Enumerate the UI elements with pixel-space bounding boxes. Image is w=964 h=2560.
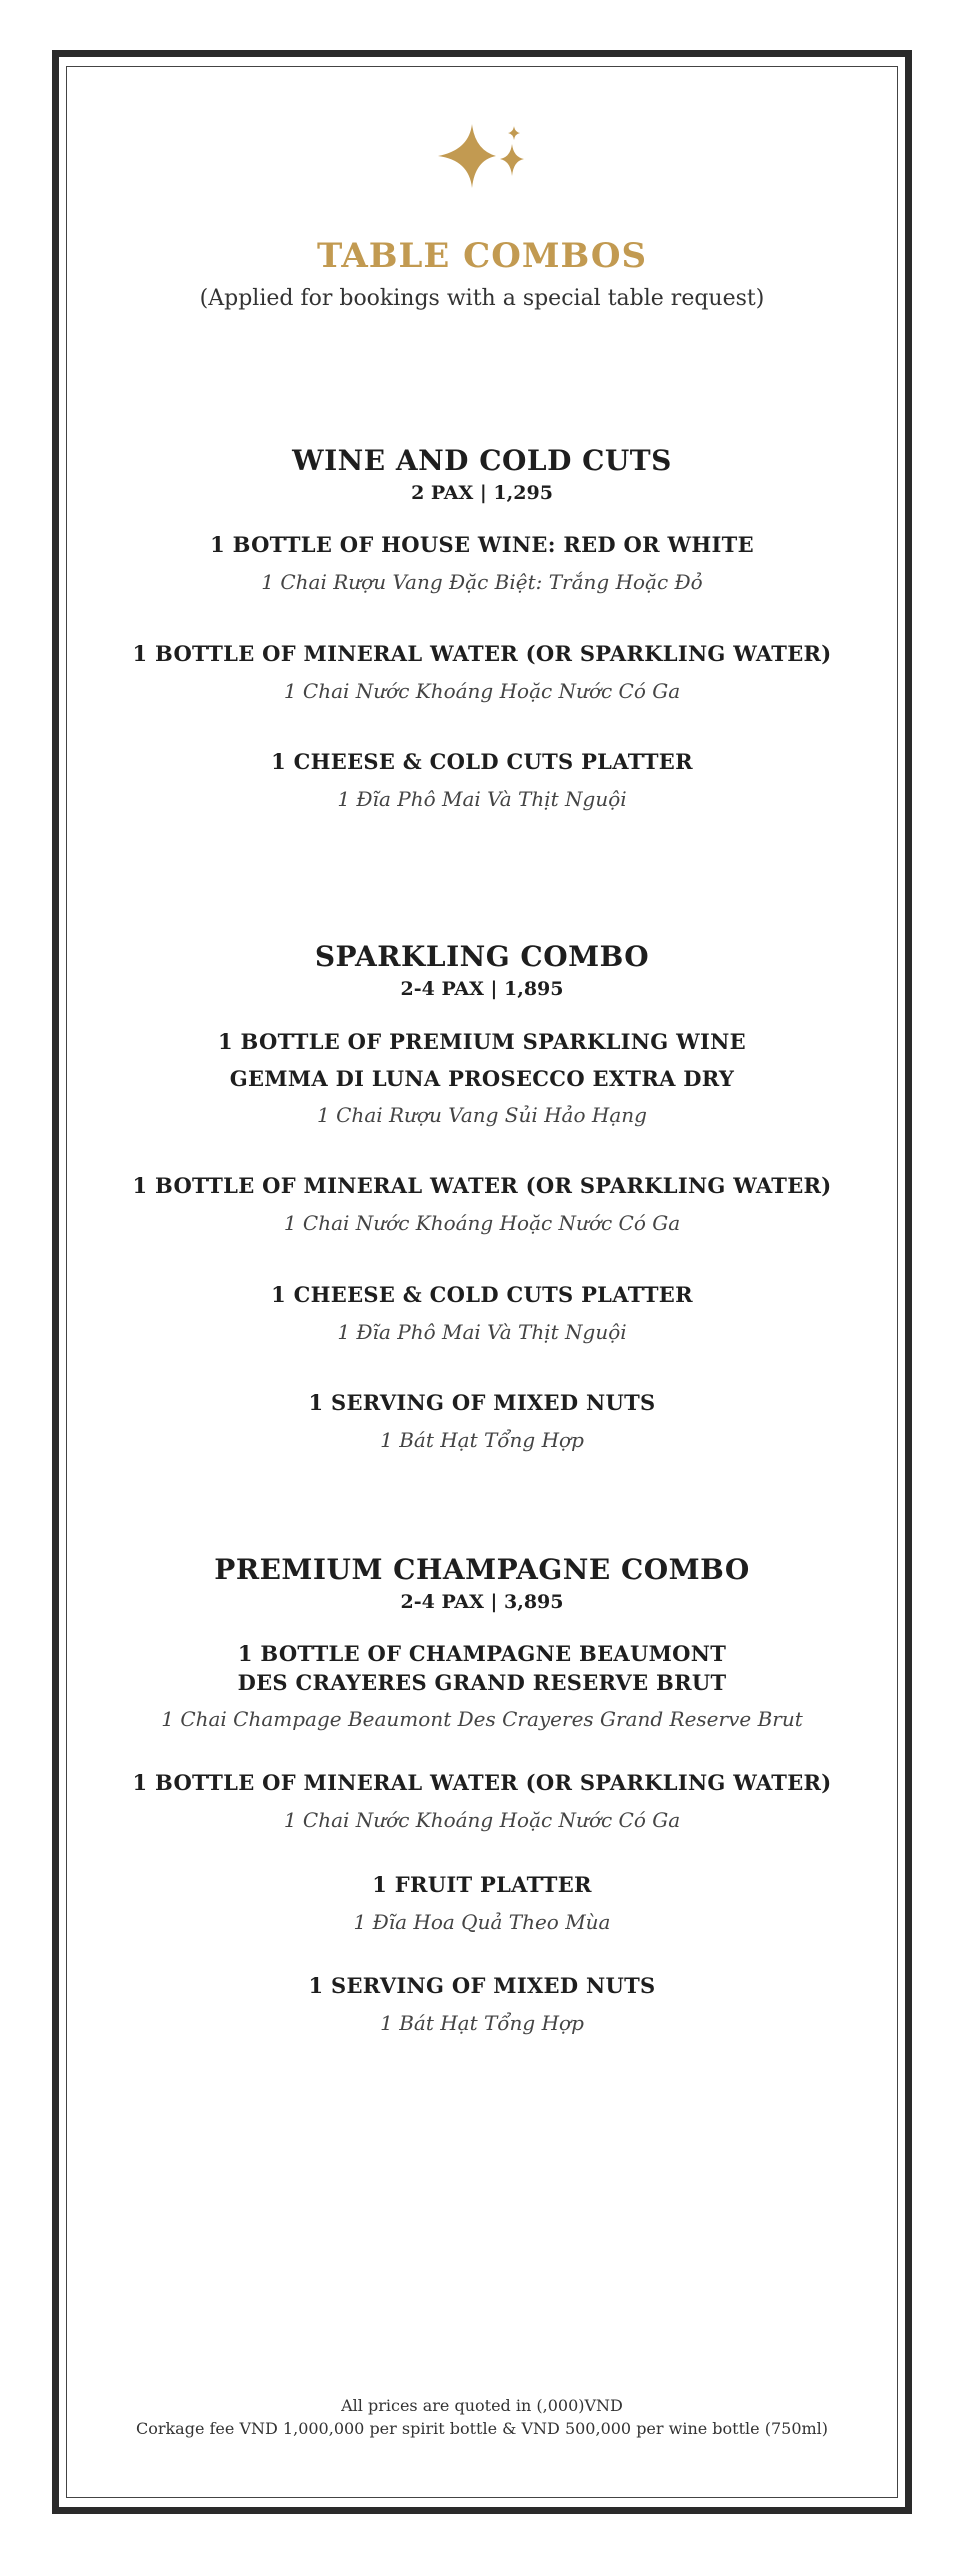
item-english: 1 BOTTLE OF CHAMPAGNE BEAUMONT: [237, 1641, 727, 1666]
item-english: 1 BOTTLE OF MINERAL WATER (OR SPARKLING WATER): [132, 641, 832, 666]
item-vietnamese: 1 Chai Nước Khoáng Hoặc Nước Có Ga: [283, 1211, 681, 1235]
page-title: TABLE COMBOS: [316, 236, 648, 276]
section-pax-price: 2-4 PAX | 1,895: [400, 978, 564, 1000]
item-english: 1 BOTTLE OF HOUSE WINE: RED OR WHITE: [210, 532, 754, 557]
item-english: 1 FRUIT PLATTER: [372, 1872, 592, 1897]
item-vietnamese: 1 Đĩa Phô Mai Và Thịt Nguội: [337, 1320, 627, 1344]
item-english: 1 BOTTLE OF PREMIUM SPARKLING WINE: [218, 1029, 746, 1054]
section-pax-price: 2-4 PAX | 3,895: [400, 1591, 564, 1613]
item-english: GEMMA DI LUNA PROSECCO EXTRA DRY: [229, 1066, 735, 1091]
item-vietnamese: 1 Đĩa Phô Mai Và Thịt Nguội: [337, 787, 627, 811]
item-vietnamese: 1 Chai Rượu Vang Sủi Hảo Hạng: [317, 1103, 647, 1127]
item-vietnamese: 1 Chai Rượu Vang Đặc Biệt: Trắng Hoặc Đỏ: [261, 570, 703, 594]
item-vietnamese: 1 Bát Hạt Tổng Hợp: [380, 1428, 584, 1452]
item-english: 1 CHEESE & COLD CUTS PLATTER: [271, 749, 693, 774]
section-pax-price: 2 PAX | 1,295: [411, 482, 553, 504]
page-subtitle: (Applied for bookings with a special table request): [199, 286, 765, 311]
sparkles-icon: [432, 122, 532, 192]
item-english: 1 BOTTLE OF MINERAL WATER (OR SPARKLING WATER): [132, 1770, 832, 1795]
footer-price-note: All prices are quoted in (,000)VND: [341, 2396, 623, 2415]
item-english: 1 SERVING OF MIXED NUTS: [308, 1973, 656, 1998]
item-vietnamese: 1 Chai Nước Khoáng Hoặc Nước Có Ga: [283, 679, 681, 703]
section-title: PREMIUM CHAMPAGNE COMBO: [214, 1553, 750, 1586]
item-vietnamese: 1 Đĩa Hoa Quả Theo Mùa: [353, 1910, 611, 1934]
footer-corkage-note: Corkage fee VND 1,000,000 per spirit bottle & VND 500,000 per wine bottle (750ml): [135, 2419, 829, 2438]
item-english: DES CRAYERES GRAND RESERVE BRUT: [237, 1670, 727, 1695]
item-english: 1 BOTTLE OF MINERAL WATER (OR SPARKLING WATER): [132, 1173, 832, 1198]
item-vietnamese: 1 Bát Hạt Tổng Hợp: [380, 2011, 584, 2035]
section-title: WINE AND COLD CUTS: [292, 444, 672, 477]
item-vietnamese: 1 Chai Champage Beaumont Des Crayeres Grand Reserve Brut: [161, 1707, 803, 1731]
item-vietnamese: 1 Chai Nước Khoáng Hoặc Nước Có Ga: [283, 1808, 681, 1832]
item-english: 1 SERVING OF MIXED NUTS: [308, 1390, 656, 1415]
section-title: SPARKLING COMBO: [314, 940, 650, 973]
item-english: 1 CHEESE & COLD CUTS PLATTER: [271, 1282, 693, 1307]
